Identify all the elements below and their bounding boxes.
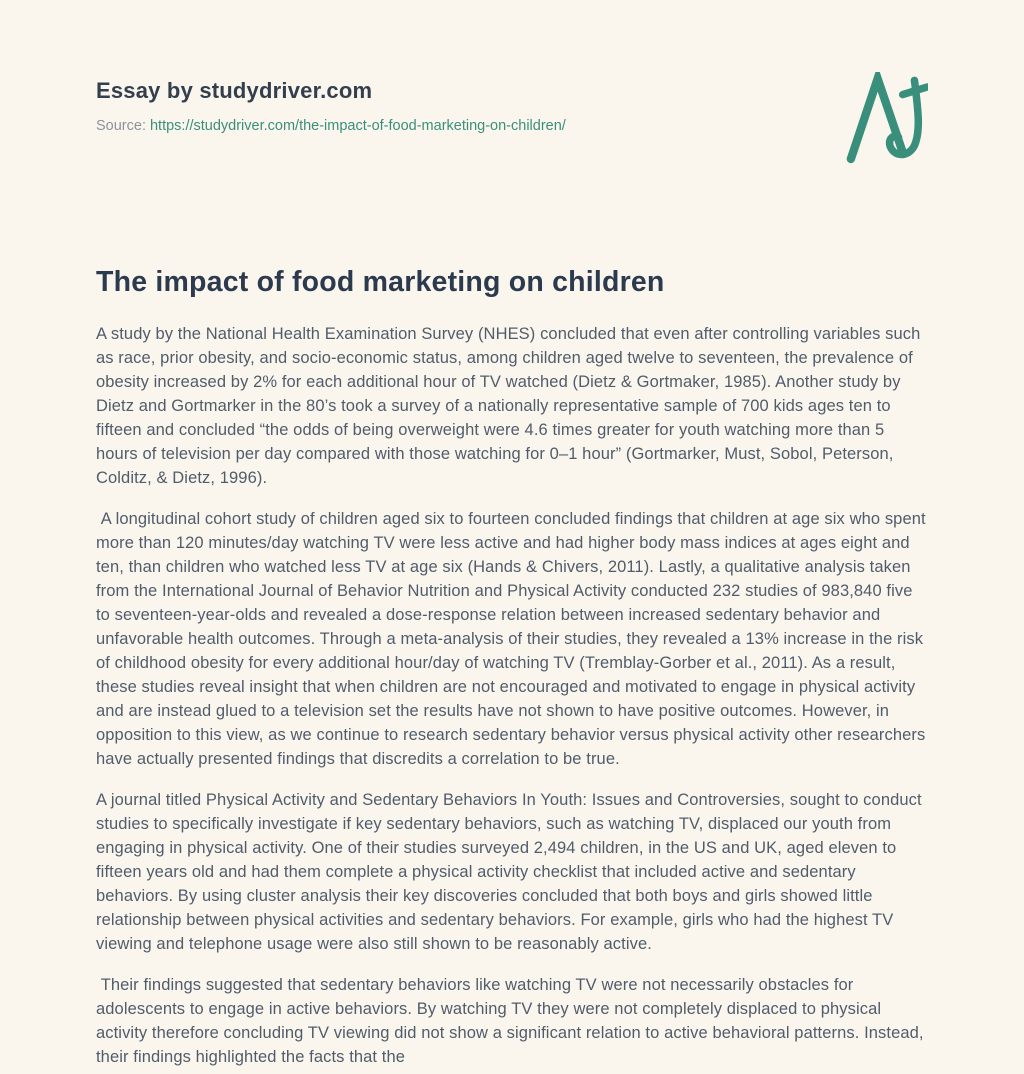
essay-main xyxy=(96,264,931,1069)
header-text-block xyxy=(96,78,566,134)
essay-body xyxy=(96,322,931,1069)
essay-byline: Essay by studydriver.com xyxy=(96,78,373,103)
essay-paragraph: A journal titled Physical Activity and Sedentary Behaviors In Youth: Issues and Controversies, sought to conduct studies to specifically investigate if key sedentary behaviors, such as watching TV, displaced our youth from engaging in physical activity. One of their studies surveyed 2,494 children, in the US and UK, aged eleven to fifteen years old and had them complete a physical activity checklist that included active and sedentary behaviors. By using cluster analysis their key discoveries concluded that both boys and girls showed little relationship between physical activities and sedentary behaviors. For example, girls who had the highest TV viewing and telephone usage were also still shown to be reasonably active. xyxy=(96,791,927,953)
essay-paragraph: A study by the National Health Examination Survey (NHES) concluded that even after controlling variables such as race, prior obesity, and socio-economic status, among children aged twelve to seventeen, the prevalence of obesity increased by 2% for each additional hour of TV watched (Dietz & Gortmaker, 1985). Another study by Dietz and Gortmarker in the 80’s took a survey of a nationally representative sample of 700 kids ages ten to fifteen and concluded “the odds of being overweight were 4.6 times greater for youth watching more than 5 hours of television per day compared with those watching for 0–1 hour” (Gortmarker, Must, Sobol, Peterson, Colditz, & Dietz, 1996). xyxy=(96,325,926,487)
source-line xyxy=(96,118,566,134)
essay-paragraph: Their findings suggested that sedentary behaviors like watching TV were not necessarily obstacles for adolescents to engage in active behaviors. By watching TV they were not completely displaced to physical activity therefore concluding TV viewing did not show a significant relation to active behavioral patterns. Instead, their findings highlighted the facts that the xyxy=(96,976,929,1066)
essay-paragraph: A longitudinal cohort study of children aged six to fourteen concluded findings that children at age six who spent more than 120 minutes/day watching TV were less active and had higher body mass indices at ages eight and ten, than children who watched less TV at age six (Hands & Chivers, 2011). Lastly, a qualitative analysis taken from the International Journal of Behavior Nutrition and Physical Activity conducted 232 studies of 983,840 five to seventeen-year-olds and revealed a dose-response relation between increased sedentary behavior and unfavorable health outcomes. Through a meta-analysis of their studies, they revealed a 13% increase in the risk of childhood obesity for every additional hour/day of watching TV (Tremblay-Gorber et al., 2011). As a result, these studies reveal insight that when children are not encouraged and motivated to engage in physical activity and are instead glued to a television set the results have not shown to have positive outcomes. However, in opposition to this view, as we continue to research sedentary behavior versus physical activity other researchers have actually presented findings that discredits a correlation to be true. xyxy=(96,510,931,768)
studydriver-logo-icon xyxy=(844,72,928,164)
source-label: Source: xyxy=(96,118,146,134)
essay-title: The impact of food marketing on children xyxy=(96,266,665,298)
source-url-link[interactable]: https://studydriver.com/the-impact-of-food-marketing-on-children/ xyxy=(149,118,566,134)
page-header xyxy=(96,78,928,170)
